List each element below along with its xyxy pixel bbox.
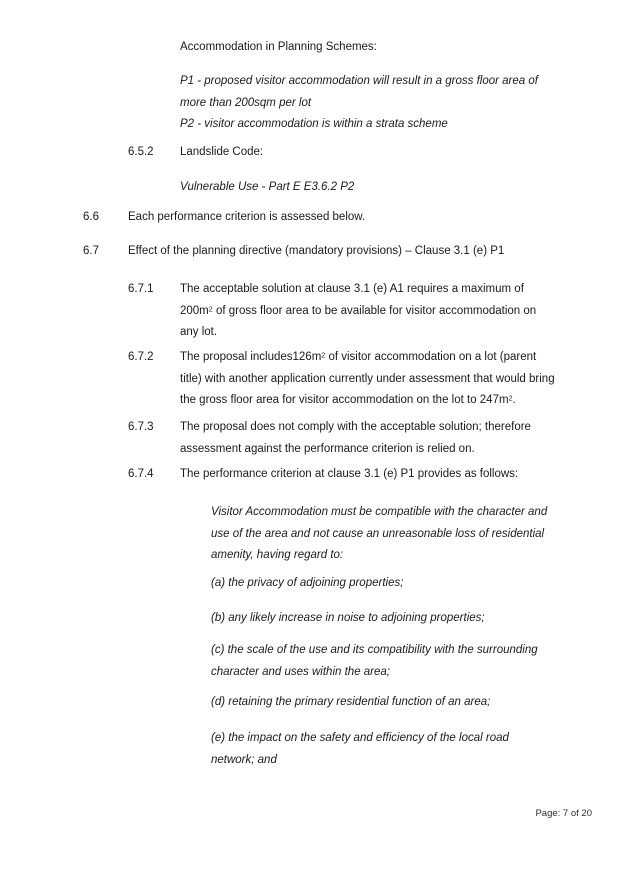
clause-6-7-3 (0, 417, 622, 460)
quote-line: network; and (211, 753, 277, 766)
clause-text-line: any lot. (180, 326, 218, 338)
criterion-item-a (0, 573, 622, 595)
intro-heading-row (0, 37, 622, 59)
text-segment: . (512, 394, 516, 406)
quote-line: (b) any likely increase in noise to adjoining properties; (211, 612, 485, 624)
superscript-2: 2 (321, 351, 326, 360)
clause-number: 6.7.3 (128, 421, 154, 433)
criterion-item-b (0, 608, 622, 630)
quote-line: Vulnerable Use - Part E E3.6.2 P2 (180, 181, 355, 193)
clause-text-line (180, 301, 622, 323)
quote-line: (d) retaining the primary residential function of an area; (211, 696, 491, 708)
clause-6-7 (0, 241, 622, 263)
criterion-item-c (0, 640, 622, 683)
clause-6-7-1 (0, 279, 622, 344)
superscript-2: 2 (508, 394, 513, 403)
quote-line: P2 - visitor accommodation is within a strata scheme (180, 118, 448, 130)
clause-number: 6.6 (83, 211, 99, 223)
clause-6-6 (0, 207, 622, 229)
criterion-item-e (0, 728, 622, 771)
text-segment: of visitor accommodation on a lot (parent (325, 351, 537, 363)
clause-number: 6.7 (83, 245, 99, 257)
quote-line: (e) the impact on the safety and efficiency of the local road (211, 732, 509, 744)
clause-6-5-2-quote (0, 177, 622, 199)
page-number-footer: Page: 7 of 20 (535, 808, 592, 819)
quote-line: character and uses within the area; (211, 665, 390, 678)
quote-line: (c) the scale of the use and its compatibility with the surrounding (211, 644, 538, 656)
quote-line: more than 200sqm per lot (180, 96, 312, 109)
intro-quote-block (0, 71, 622, 136)
quote-line: P1 - proposed visitor accommodation will result in a gross floor area of (180, 75, 538, 87)
clause-text-line (180, 390, 622, 412)
clause-text-line: assessment against the performance criterion is relied on. (180, 442, 475, 455)
clause-6-7-2 (0, 347, 622, 412)
intro-heading: Accommodation in Planning Schemes: (180, 41, 377, 53)
clause-text-line: The performance criterion at clause 3.1 (e) P1 provides as follows: (180, 468, 519, 480)
clause-text-line: The acceptable solution at clause 3.1 (e) A1 requires a maximum of (180, 283, 524, 295)
text-segment: 200m (180, 304, 209, 317)
clause-number: 6.5.2 (128, 146, 154, 158)
clause-number: 6.7.4 (128, 468, 154, 480)
criterion-item-d (0, 692, 622, 714)
clause-text: Each performance criterion is assessed below. (128, 211, 366, 223)
clause-text-line: The proposal does not comply with the acceptable solution; therefore (180, 421, 531, 433)
quote-line: amenity, having regard to: (211, 549, 344, 561)
clause-number: 6.7.1 (128, 283, 154, 295)
clause-6-5-2 (0, 142, 622, 164)
clause-number: 6.7.2 (128, 351, 154, 363)
clause-text: Effect of the planning directive (mandatory provisions) – Clause 3.1 (e) P1 (128, 245, 505, 257)
clause-title: Landslide Code: (180, 146, 264, 158)
text-segment: of gross floor area to be available for visitor accommodation on (212, 304, 537, 317)
quote-line: Visitor Accommodation must be compatible with the character and (211, 506, 548, 518)
text-segment: the gross floor area for visitor accommodation on the lot to 247m (180, 394, 509, 406)
clause-6-7-4 (0, 464, 622, 486)
clause-text-line (180, 347, 622, 369)
criterion-quote-block (0, 502, 622, 567)
superscript-2: 2 (208, 304, 213, 313)
quote-line: (a) the privacy of adjoining properties; (211, 577, 404, 589)
clause-text-line: title) with another application currently under assessment that would bring (180, 372, 555, 385)
quote-line: use of the area and not cause an unreasonable loss of residential (211, 527, 545, 540)
text-segment: The proposal includes126m (180, 351, 322, 363)
